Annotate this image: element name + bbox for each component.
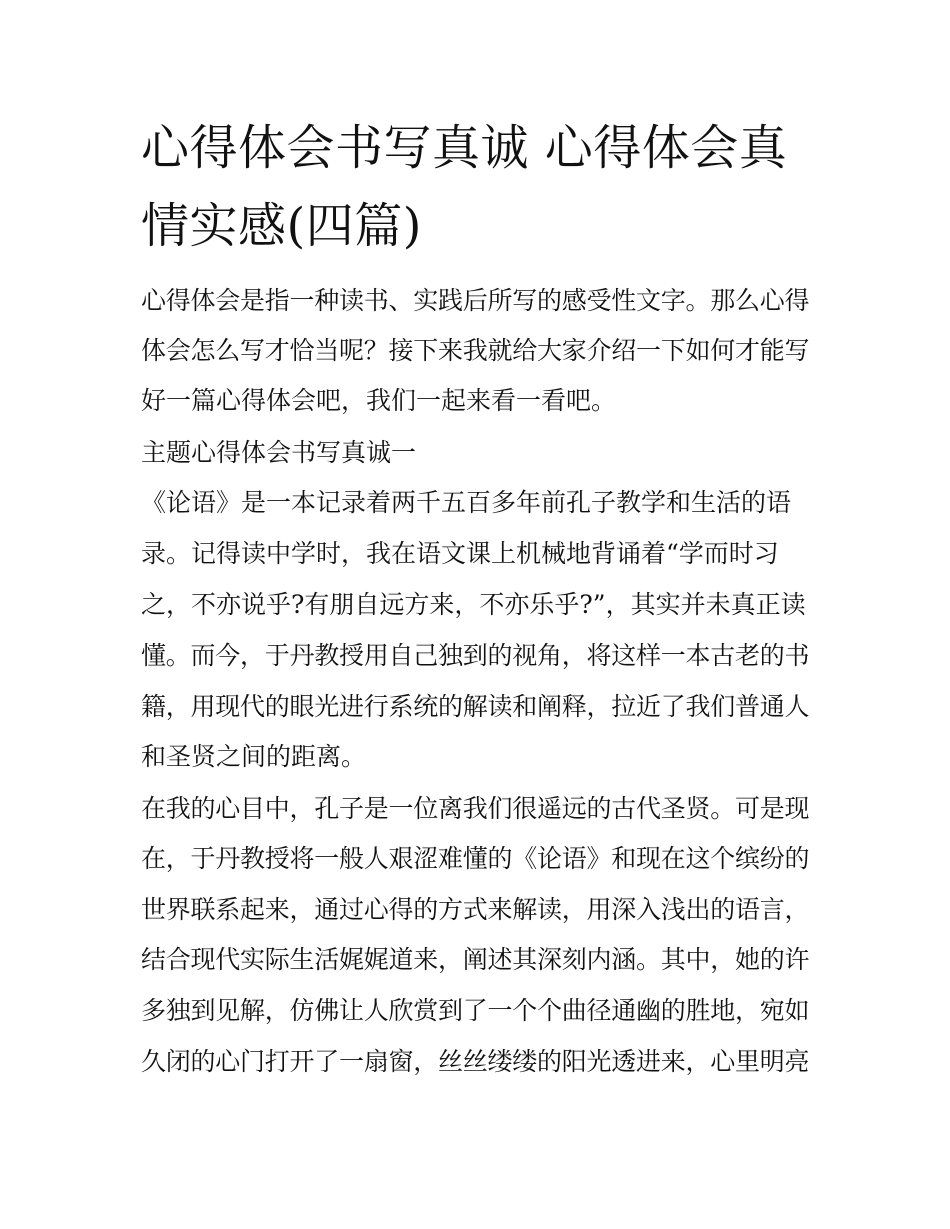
paragraph-2-line-3: 世界联系起来，通过心得的方式来解读，用深入浅出的语言， (141, 895, 810, 924)
paragraph-2-line-1: 在我的心目中，孔子是一位离我们很遥远的古代圣贤。可是现 (141, 794, 810, 823)
document-title-line-1: 心得体会书写真诚 心得体会真 (141, 120, 788, 176)
intro-line-2: 体会怎么写才恰当呢？接下来我就给大家介绍一下如何才能写 (141, 336, 810, 365)
section-heading: 主题心得体会书写真诚一 (141, 438, 417, 467)
paragraph-2-line-2: 在，于丹教授将一般人艰涩难懂的《论语》和现在这个缤纷的 (141, 844, 810, 873)
intro-line-3: 好一篇心得体会吧，我们一起来看一看吧。 (141, 386, 617, 415)
paragraph-1-line-4: 懂。而今，于丹教授用自己独到的视角，将这样一本古老的书 (141, 641, 810, 670)
paragraph-2-line-6: 久闭的心门打开了一扇窗，丝丝缕缕的阳光透进来，心里明亮 (141, 1047, 810, 1076)
paragraph-1-line-6: 和圣贤之间的距离。 (141, 742, 367, 771)
paragraph-1-line-2: 录。记得读中学时，我在语文课上机械地背诵着“学而时习 (141, 539, 779, 568)
intro-line-1: 心得体会是指一种读书、实践后所写的感受性文字。那么心得 (141, 286, 810, 315)
paragraph-1-line-5: 籍，用现代的眼光进行系统的解读和阐释，拉近了我们普通人 (141, 692, 810, 721)
paragraph-1-line-3: 之，不亦说乎?有朋自远方来，不亦乐乎?”，其实并未真正读 (141, 590, 806, 619)
document-title-line-2: 情实感(四篇) (141, 198, 422, 254)
paragraph-1-line-1: 《论语》是一本记录着两千五百多年前孔子教学和生活的语 (141, 488, 792, 517)
paragraph-2-line-5: 多独到见解，仿佛让人欣赏到了一个个曲径通幽的胜地，宛如 (141, 996, 810, 1025)
paragraph-2-line-4: 结合现代实际生活娓娓道来，阐述其深刻内涵。其中，她的许 (141, 945, 810, 974)
